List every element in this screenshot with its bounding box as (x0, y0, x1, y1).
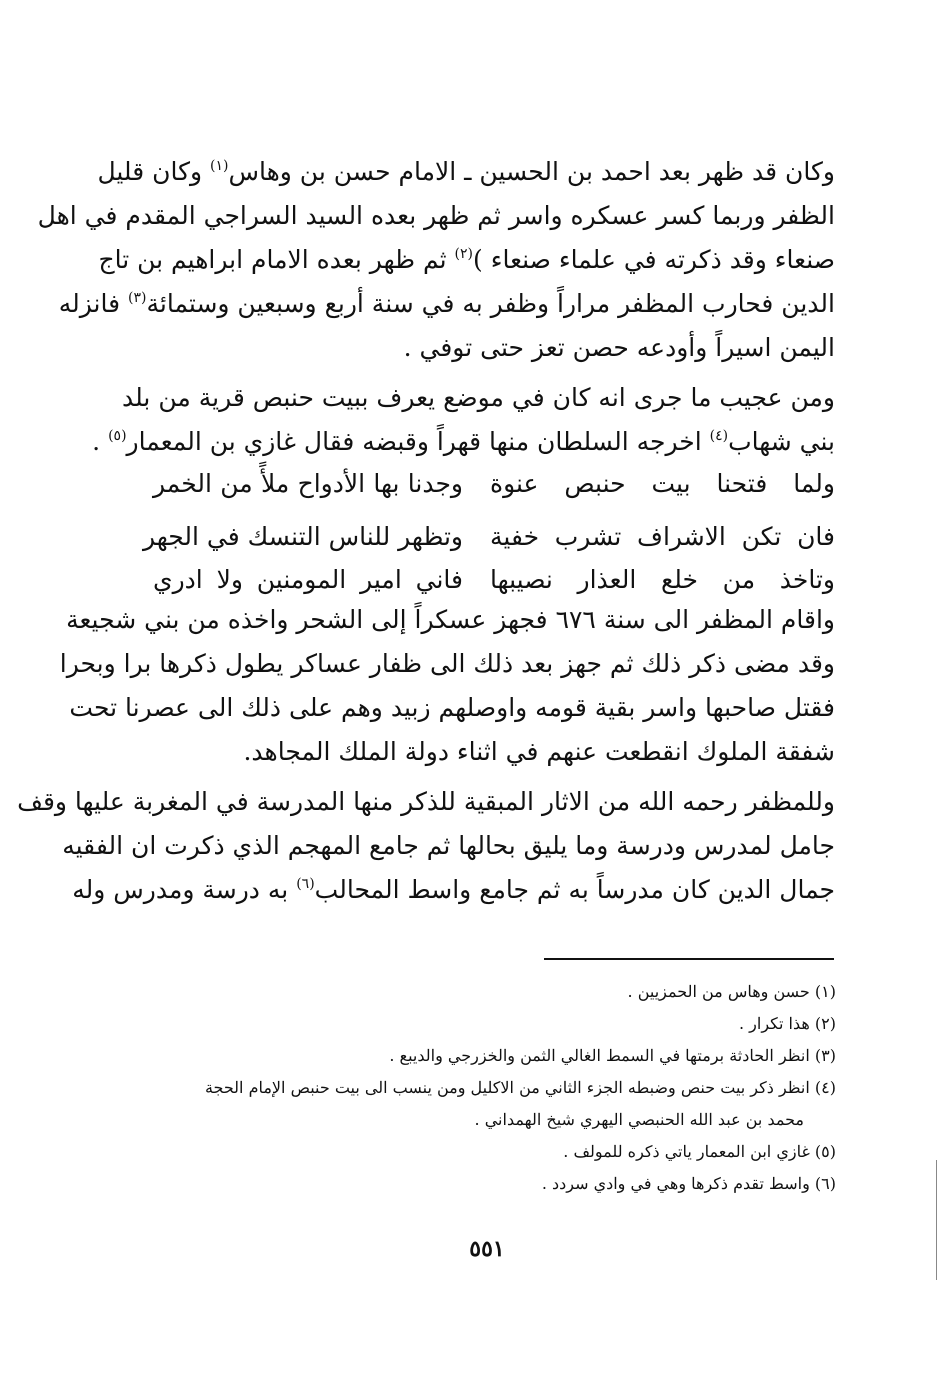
body-line: شفقة الملوك انقطعت عنهم في اثناء دولة الملك المجاهد. (243, 737, 835, 766)
poem-verse-first: ولما فتحنا بيت حنبص عنوة (490, 469, 835, 498)
footnote-ref[interactable]: (٢) (454, 246, 473, 262)
poem-verse-first: فان تكن الاشراف تشرب خفية (490, 522, 835, 551)
footnote-number: (٣) (814, 1046, 836, 1065)
footnote-ref[interactable]: (١) (210, 158, 229, 174)
footnote: (١) حسن وهاس من الحمزيين . (627, 982, 836, 1001)
footnote-number: (٢) (814, 1014, 836, 1033)
body-line: صنعاء وقد ذكرته في علماء صنعاء )$^{(٢)}$ ثم ظهر بعده الامام ابراهيم بن تاج (98, 245, 835, 274)
body-line: جمال الدين كان مدرساً به ثم جامع واسط المحالب$^{(٦)}$ به درسة ومدرس وله (72, 875, 835, 904)
poem-verse-second: فاني امير المومنين ولا ادري (153, 565, 463, 594)
body-line: وللمظفر رحمه الله من الاثار المبقية للذكر منها المدرسة في المغربة عليها وقف (17, 787, 835, 816)
footnote-number: (١) (814, 982, 836, 1001)
page-number: ٥٥١ (469, 1236, 505, 1262)
body-line: فقتل صاحبها واسر بقية قومه واوصلهم زبيد وهم على ذلك الى عصرنا تحت (69, 693, 835, 722)
footnote-number: (٤) (814, 1078, 836, 1097)
poem-verse-second: وتظهر للناس التنسك في الجهر (142, 522, 463, 551)
footnote: (٦) واسط تقدم ذكرها وهي في وادي سردد . (541, 1174, 836, 1193)
footnote-divider (544, 958, 834, 960)
body-line: جامل لمدرس ودرسة وما يليق بحالها ثم جامع المهجم الذي ذكرت ان الفقيه (62, 831, 835, 860)
body-line: وقد مضى ذكر ذلك ثم جهز بعد ذلك الى ظفار عساكر يطول ذكرها برا وبحرا (59, 649, 835, 678)
body-line: واقام المظفر الى سنة ٦٧٦ فجهز عسكراً إلى الشحر واخذه من بني شجيعة (66, 605, 835, 634)
scan-edge (936, 1160, 941, 1280)
body-line: الدين فحارب المظفر مراراً وظفر به في سنة أربع وسبعين وستمائة$^{(٣)}$ فانزله (58, 289, 835, 318)
footnote-number: (٦) (814, 1174, 836, 1193)
footnote-ref[interactable]: (٣) (128, 290, 147, 306)
body-line: اليمن اسيراً وأودعه حصن تعز حتى توفي . (403, 333, 835, 362)
poem-verse-second: وجدنا بها الأدواح ملأً من الخمر (153, 469, 463, 498)
footnote-ref[interactable]: (٦) (296, 876, 315, 892)
body-line: الظفر وربما كسر عسكره واسر ثم ظهر بعده السيد السراجي المقدم في اهل (37, 201, 835, 230)
body-line: ومن عجيب ما جرى انه كان في موضع يعرف ببيت حنبص قرية من بلد (122, 383, 835, 412)
footnote-continuation: محمد بن عبد الله الحنبصي اليهري شيخ الهمداني . (474, 1110, 804, 1129)
poem-verse-first: وتاخذ من خلع العذار نصيبها (490, 565, 835, 594)
footnote-ref[interactable]: (٤) (709, 428, 729, 444)
footnote: (٤) انظر ذكر بيت حنص وضبطه الجزء الثاني من الاكليل ومن ينسب الى بيت حنبص الإمام الحجة (204, 1078, 836, 1097)
footnote: (٣) انظر الحادثة برمتها في السمط الغالي الثمن والخزرجي والديبع . (389, 1046, 836, 1065)
footnote: (٢) هذا تكرار . (738, 1014, 836, 1033)
footnote-ref[interactable]: (٥) (108, 428, 127, 444)
body-line: وكان قد ظهر بعد احمد بن الحسين ـ الامام حسن بن وهاس$^{(١)}$ وكان قليل (97, 157, 835, 186)
footnote-number: (٥) (814, 1142, 836, 1161)
footnote: (٥) غازي ابن المعمار ياتي ذكره للمولف . (563, 1142, 836, 1161)
body-line: بني شهاب$^{(٤)}$ اخرجه السلطان منها قهراً وقبضه فقال غازي بن المعمار$^{(٥)}$ . (92, 427, 835, 456)
